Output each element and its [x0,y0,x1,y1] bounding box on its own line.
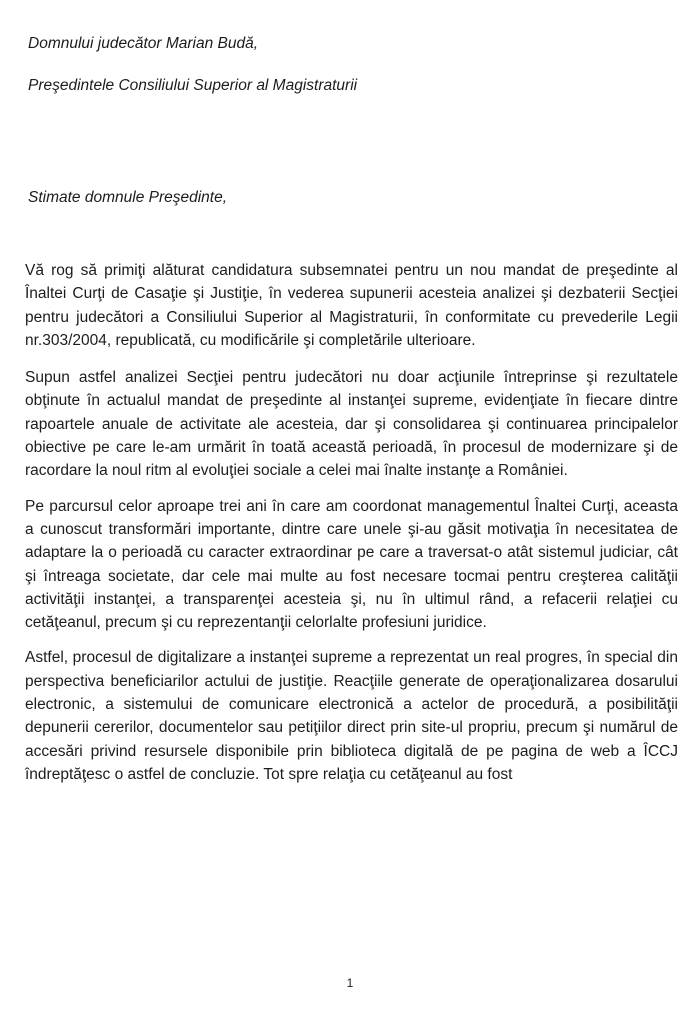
paragraph-1: Vă rog să primiţi alăturat candidatura subsemnatei pentru un nou mandat de preşedinte al Înaltei Curţi de Casaţie şi Justiţie, în vederea supunerii acesteia analizei şi dezbaterii Secţiei pentru judecători a Consiliului Superior al Magistraturii, în conformitate cu prevederile Legii nr.303/2004, republicată, cu modificările şi completările ulterioare. [25,262,678,349]
paragraph-2: Supun astfel analizei Secţiei pentru judecători nu doar acţiunile întreprinse şi rezultatele obţinute în actualul mandat de preşedinte al instanţei supreme, evidenţiate în fiecare dintre rapoartele anuale de activitate ale acesteia, dar şi consolidarea şi continuarea principalelor obiective pe care le-am urmărit în toată această perioadă, în procesul de modernizare şi de racordare la noul ritm al evoluţiei sociale a celei mai înalte instanţe a României. [25,369,678,480]
page-number: 1 [346,976,354,990]
paragraph-3: Pe parcursul celor aproape trei ani în care am coordonat managementul Înaltei Curţi, aceasta a cunoscut transformări importante, dintre care unele şi-au găsit motivaţia în necesitatea de adaptare la o perioadă cu caracter extraordinar pe care a traversat-o atât sistemul judiciar, cât şi întreaga societate, dar cele mai multe au fost necesare tocmai pentru creşterea calităţii activităţii instanţei, a transparenţei acesteia şi, nu în ultimul rând, a refacerii relaţiei cu cetăţeanul, precum şi cu reprezentanţii celorlalte profesiuni juridice. [25,497,678,632]
letter-body [25,259,678,798]
salutation: Stimate domnule Preşedinte, [28,189,228,206]
paragraph-4: Astfel, procesul de digitalizare a instanţei supreme a reprezentat un real progres, în special din perspectiva beneficiarilor actului de justiţie. Reacţiile generate de operaţionalizarea dosarului electronic, a sistemului de comunicare electronică a actelor de procedură, a posibilităţii depunerii cererilor, documentelor sau petiţiilor direct prin site-ul propriu, precum şi numărul de accesări privind resursele disponibile prin biblioteca digitală de pe pagina de web a ÎCCJ îndreptăţesc o astfel de concluzie. Tot spre relaţia cu cetăţeanul au fost [25,649,678,783]
addressee-name: Domnului judecător Marian Budă, [28,35,259,52]
addressee-title: Preşedintele Consiliului Superior al Magistraturii [28,77,358,94]
